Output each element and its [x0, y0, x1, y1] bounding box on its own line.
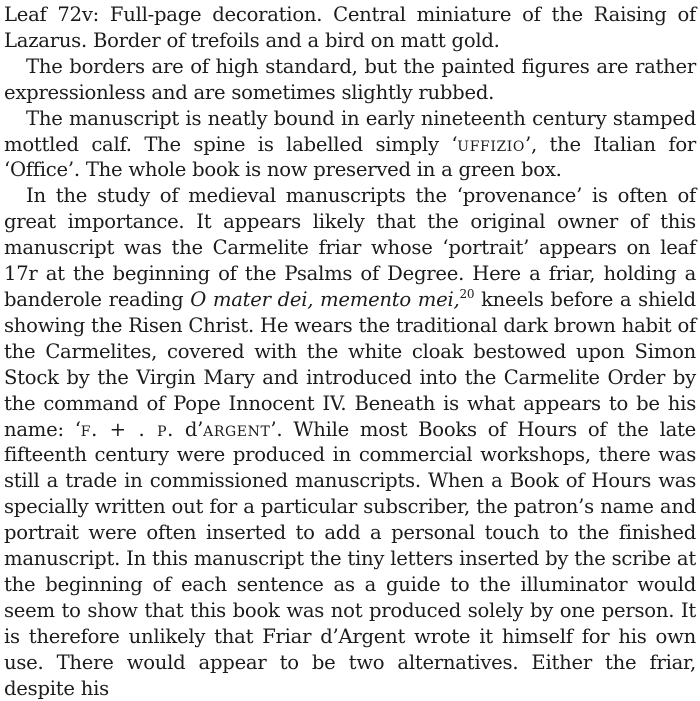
paragraph-provenance — [4, 183, 696, 701]
paragraph-text: ’. While most Books of Hours of the late fifteenth century were produced in commercial workshops, there was still a trade in commissioned manuscripts. When a Book of Hours was specially written out for a particular subscriber, the patron’s name and portrait were often inserted to add a personal touch to the finished manuscript. In this manuscript the tiny letters inserted by the scribe at the beginning of each sentence as a guide to the illuminator would seem to show that this book was not produced solely by one person. It is therefore unlikely that Friar d’Argent wrote it himself for his own use. There would appear to be two alternatives. Either the friar, despite his — [4, 417, 696, 700]
paragraph-text: ’, the Italian for ‘Office’. The whole book is now preserved in a green box. — [4, 132, 696, 182]
spine-label: uffizio — [457, 132, 525, 156]
paragraph-text: In the study of medieval manuscripts the ‘provenance’ is often of great importance. It appears likely that the original owner of this manuscript was the Carmelite friar whose ‘portrait’ appears on leaf 17r at the beginning of the Psalms of Degree. Here a friar, holding a banderole reading — [4, 184, 696, 311]
paragraph-leaf-description — [4, 2, 696, 54]
paragraph-text: Leaf 72v: Full-page decoration. Central miniature of the Raising of Lazarus. Border of trefoils and a bird on matt gold. — [4, 3, 696, 52]
paragraph-text: The manuscript is neatly bound in early nineteenth century stamped mottled calf. The spine is labelled simply ‘ — [4, 106, 696, 156]
friar-initials: f. + . p. — [80, 417, 174, 441]
latin-quote: O mater dei, memento mei, — [190, 287, 460, 311]
paragraph-text: kneels before a shield showing the Risen Christ. He wears the traditional dark brown habit of the Carmelites, covered with the white cloak bestowed upon Simon Stock by the Virgin Mary and introduced into the Carmelite Order by the command of Pope Innocent IV. Beneath is what appears to be his name: ‘ — [4, 287, 696, 441]
friar-name-particle: d’ — [173, 417, 204, 441]
paragraph-borders — [4, 54, 696, 106]
footnote-marker: 20 — [459, 286, 475, 301]
paragraph-text: The borders are of high standard, but the painted figures are rather expressionless and are sometimes slightly rubbed. — [4, 54, 696, 104]
friar-surname: argent — [203, 417, 271, 441]
paragraph-binding — [4, 106, 696, 184]
